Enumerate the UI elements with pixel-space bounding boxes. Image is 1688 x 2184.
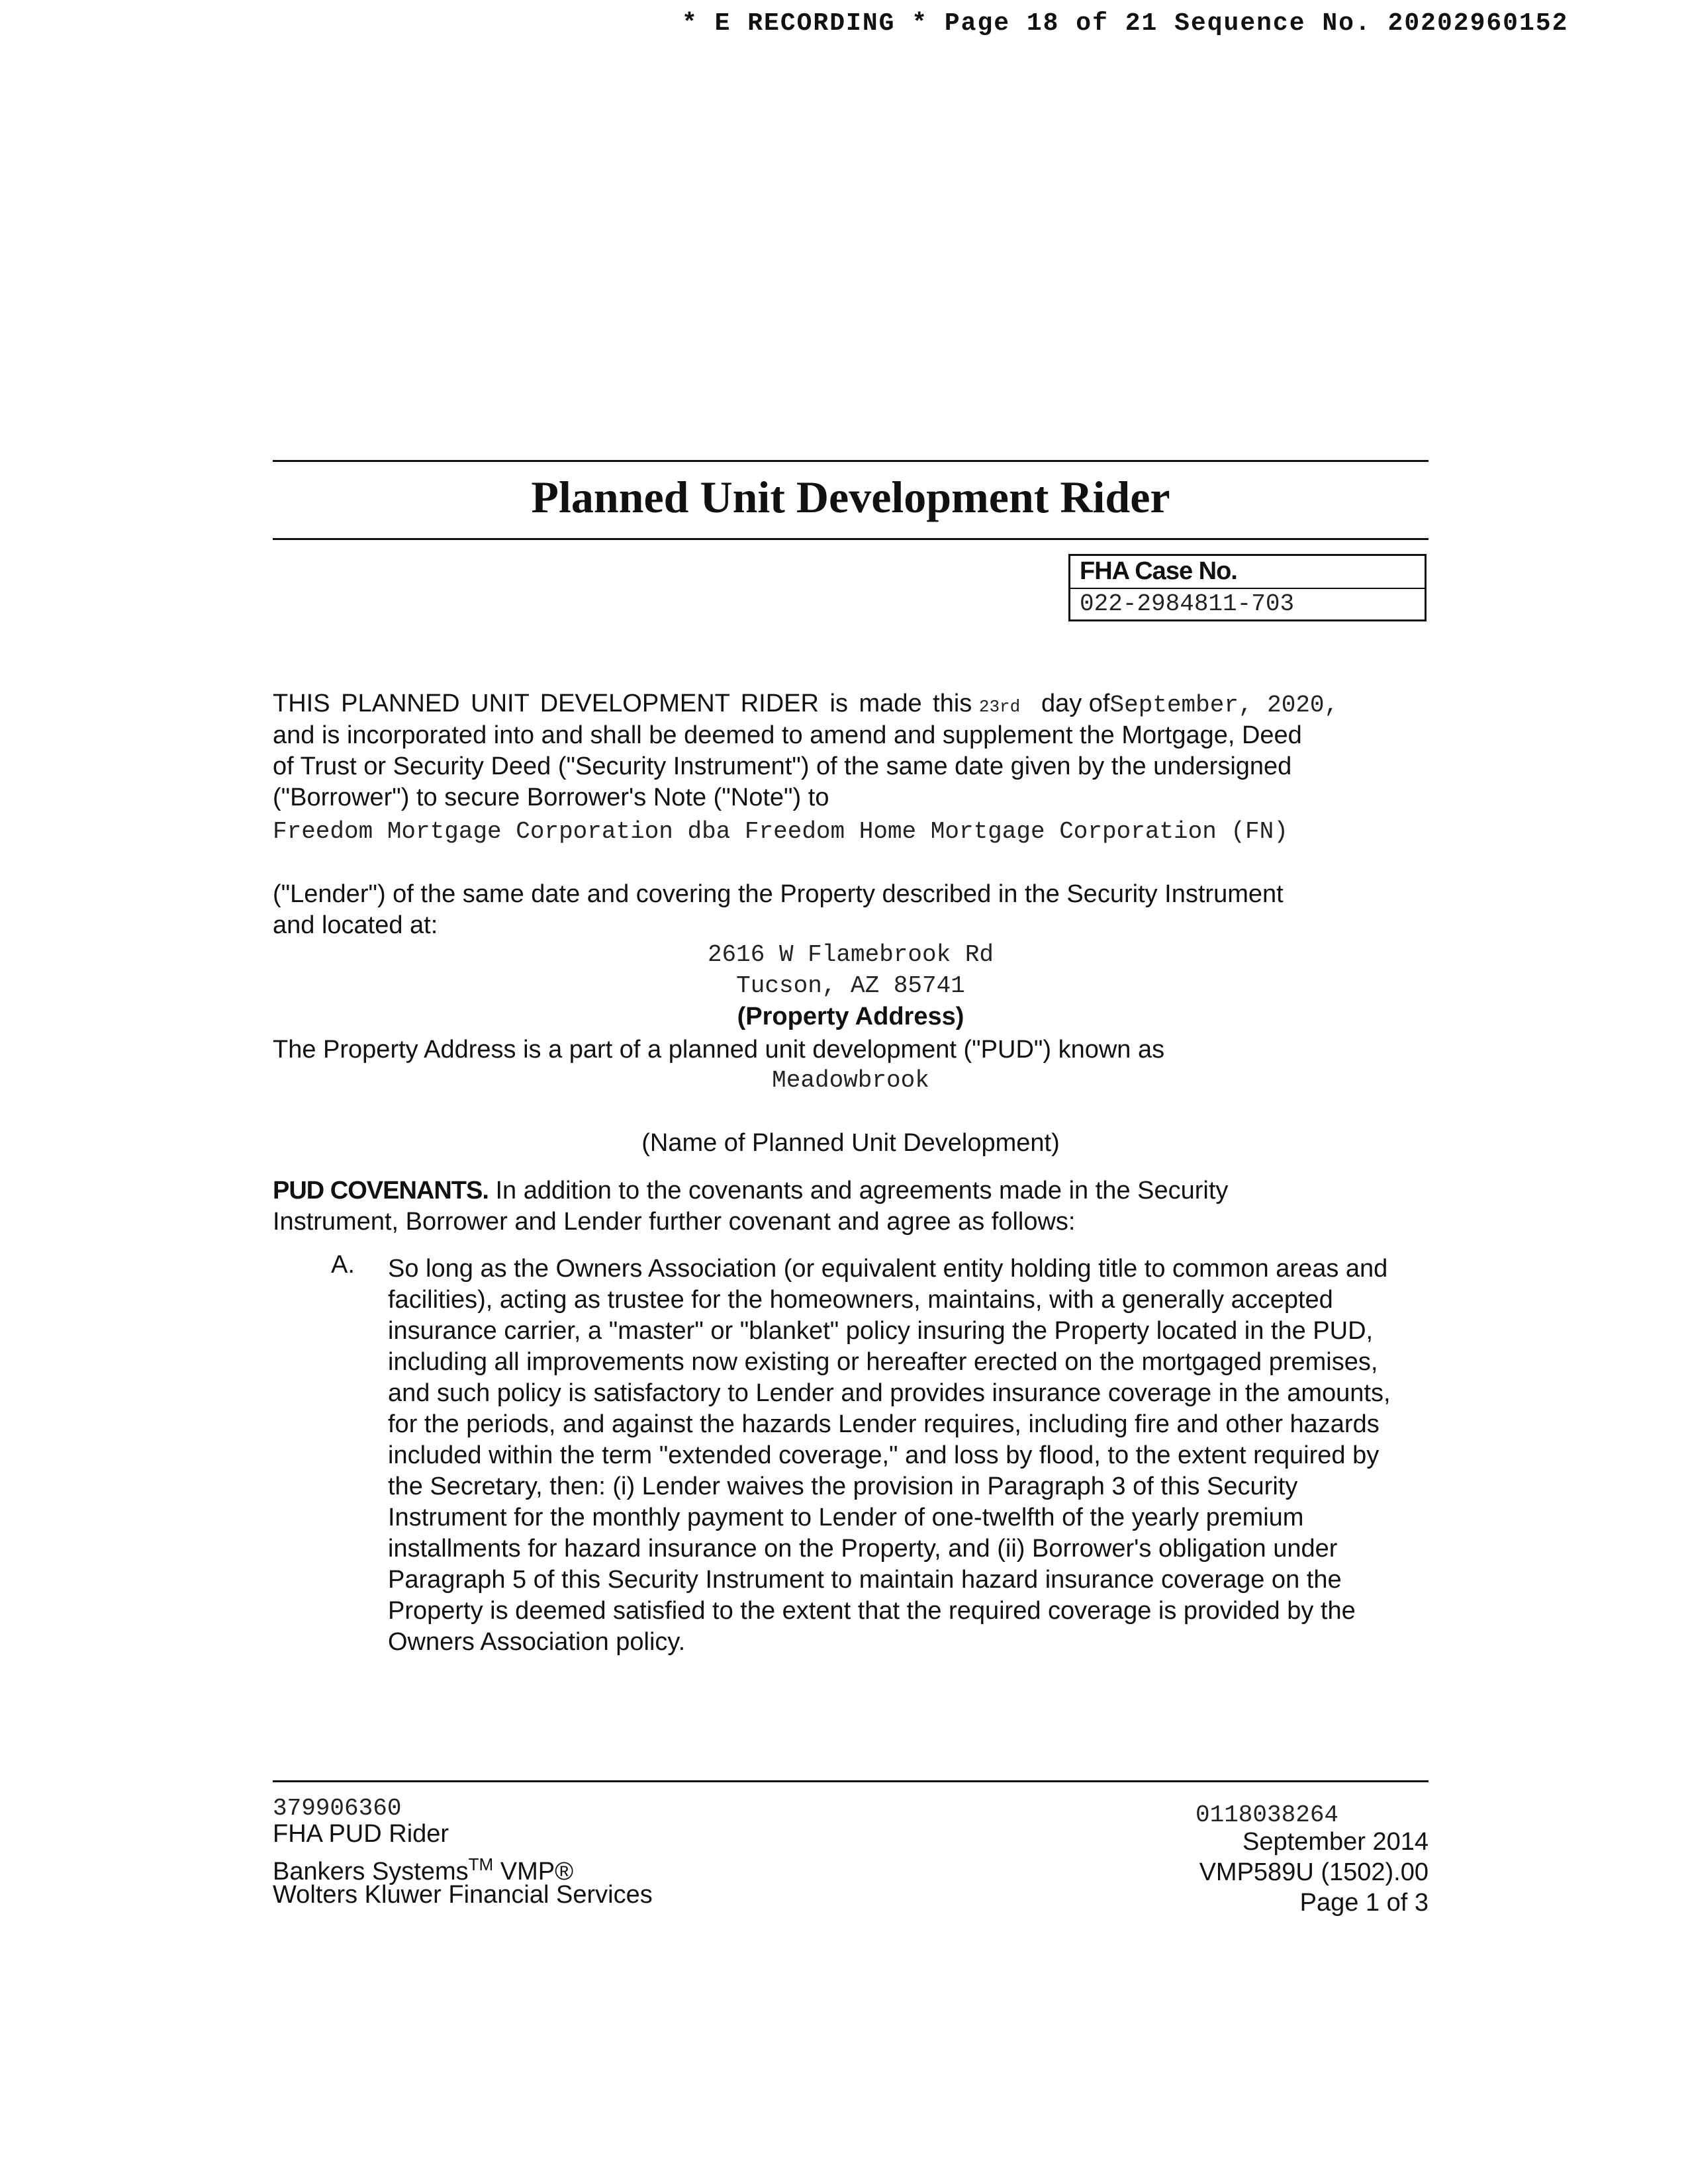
covenants-line-1 xyxy=(273,1175,1228,1206)
title-top-rule xyxy=(273,460,1429,462)
covenants-line-2: Instrument, Borrower and Lender further covenant and agree as follows: xyxy=(273,1208,1076,1236)
fha-case-label: FHA Case No. xyxy=(1080,557,1237,585)
intro-line-2: and is incorporated into and shall be deemed to amend and supplement the Mortgage, Deed xyxy=(273,721,1302,749)
intro-day: 23rd xyxy=(978,697,1021,717)
pud-statement: The Property Address is a part of a planned unit development ("PUD") known as xyxy=(273,1036,1165,1064)
footer-company: Wolters Kluwer Financial Services xyxy=(273,1881,653,1909)
fha-case-number: 022-2984811-703 xyxy=(1080,590,1295,617)
covenants-intro: In addition to the covenants and agreements made in the Security xyxy=(495,1177,1229,1205)
footer-right-code: 0118038264 xyxy=(1196,1801,1339,1829)
intro-line-3: of Trust or Security Deed ("Security Instrument") of the same date given by the undersigned xyxy=(273,752,1292,780)
footer-page: Page 1 of 3 xyxy=(1299,1889,1429,1917)
intro-line-4: ("Borrower") to secure Borrower's Note ("Note") to xyxy=(273,784,829,811)
footer-tm: TM xyxy=(468,1854,494,1874)
property-street: 2616 W Flamebrook Rd xyxy=(707,941,994,968)
recording-header: * E RECORDING * Page 18 of 21 Sequence No. 20202960152 xyxy=(682,9,1569,38)
covenants-heading: PUD COVENANTS. xyxy=(273,1177,489,1205)
title-bottom-rule xyxy=(273,538,1429,540)
fha-case-divider xyxy=(1070,588,1425,589)
footer-vmp: VMP® xyxy=(500,1858,574,1886)
footer-form-name: FHA PUD Rider xyxy=(273,1820,449,1848)
section-a-text: So long as the Owners Association (or equivalent entity holding title to common areas and facilities), acting as trustee for the homeowners, maintains, with a generally accepted insurance carrier, a "master" or "blanket" policy insuring the Property located in the PUD, including all improvements now existing or hereafter erected on the mortgaged premises, and such policy is satisfactory to Lender and provides insurance coverage in the amounts, for the periods, and against the hazards Lender requires, including fire and other hazards included within the term "extended coverage," and loss by flood, to the extent required by the Secretary, then: (i) Lender waives the provision in Paragraph 3 of this Security Instrument for the monthly payment to Lender of one-twelfth of the yearly premium installments for hazard insurance on the Property, and (ii) Borrower's obligation under Paragraph 5 of this Security Instrument to maintain hazard insurance coverage on the Property is deemed satisfied to the extent that the required coverage is provided by the Owners Association policy. xyxy=(388,1255,1391,1656)
property-address-caption: (Property Address) xyxy=(737,1003,964,1030)
intro-prefix: THIS PLANNED UNIT DEVELOPMENT RIDER is made this xyxy=(273,690,972,717)
fha-case-box xyxy=(1068,554,1427,621)
section-a-letter: A. xyxy=(331,1251,355,1279)
lender-name: Freedom Mortgage Corporation dba Freedom Home Mortgage Corporation (FN) xyxy=(273,818,1288,845)
footer-rule xyxy=(273,1780,1429,1782)
intro-month-year: September, 2020, xyxy=(1109,692,1339,719)
footer-form-number: VMP589U (1502).00 xyxy=(1199,1858,1429,1886)
footer-left-code: 379906360 xyxy=(273,1795,402,1822)
footer-vendor: Bankers Systems xyxy=(273,1858,469,1886)
pud-name-caption: (Name of Planned Unit Development) xyxy=(641,1129,1060,1157)
intro-day-of: day of xyxy=(1041,690,1110,717)
footer-date: September 2014 xyxy=(1243,1828,1429,1856)
document-title: Planned Unit Development Rider xyxy=(531,472,1170,522)
intro-line-1 xyxy=(273,688,1338,723)
pud-name: Meadowbrook xyxy=(772,1067,929,1094)
property-city: Tucson, AZ 85741 xyxy=(736,972,965,999)
lender-line-2: and located at: xyxy=(273,911,438,939)
lender-line-1: ("Lender") of the same date and covering the Property described in the Security Instrument xyxy=(273,880,1284,908)
